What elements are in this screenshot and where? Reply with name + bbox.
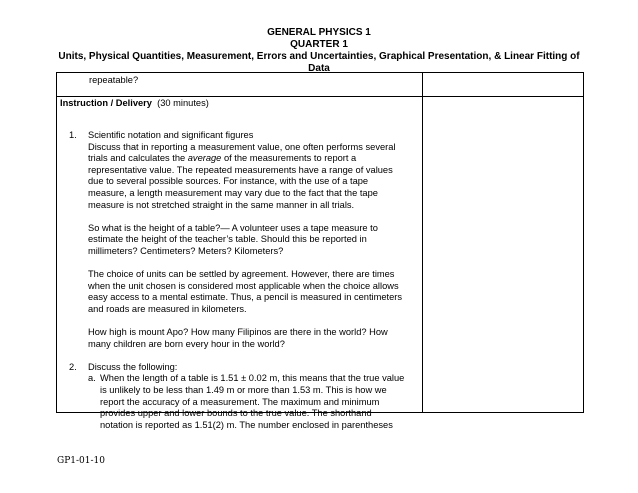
course-title: GENERAL PHYSICS 1	[267, 27, 371, 38]
page-code: GP1-01-10	[57, 456, 105, 466]
paragraph-line: How high is mount Apo? How many Filipinos are there in the world? How	[88, 327, 388, 338]
list-item	[69, 362, 421, 432]
instruction-label: Instruction / Delivery	[60, 98, 152, 108]
topic-title: Units, Physical Quantities, Measurement, Errors and Uncertainties, Graphical Presentation, & Linear Fitting of	[58, 51, 580, 62]
paragraph-line: when the unit chosen is considered most applicable when the choice allows	[88, 280, 399, 291]
paragraph-line: estimate the height of the teacher’s table. Should this be reported in	[88, 234, 367, 245]
item-title: Discuss the following:	[88, 361, 178, 372]
paragraph-line: When the length of a table is 1.51 ± 0.02 m, this means that the true value	[100, 373, 405, 384]
instruction-time: (30 minutes)	[157, 98, 209, 108]
row-divider	[57, 96, 583, 97]
paragraph-line: report the accuracy of a measurement. The maximum and minimum	[100, 396, 380, 407]
paragraph-line: and roads are measured in kilometers.	[88, 303, 247, 314]
quarter-label: QUARTER 1	[290, 39, 348, 50]
instruction-heading	[60, 98, 209, 110]
list-item	[69, 130, 421, 362]
paragraph-line: millimeters? Centimeters? Meters? Kilometers?	[88, 245, 284, 256]
paragraph-line: So what is the height of a table?— A volunteer uses a tape measure to	[88, 222, 378, 233]
paragraph-line: notation is reported as 1.51(2) m. The number enclosed in parentheses	[100, 419, 393, 430]
topic-title-end: Data	[308, 63, 330, 74]
paragraph-line: easy access to a mental estimate. Thus, a pencil is measured in centimeters	[88, 292, 403, 303]
document-header	[40, 27, 598, 75]
sub-item-a	[88, 373, 421, 431]
average-emphasis: average	[187, 153, 222, 164]
sub-item-label: a.	[88, 373, 96, 384]
paragraph-line: measure is not stretched straight in the same manner in all trials.	[88, 199, 355, 210]
paragraph-line: measure, a length measurement may vary due to the fact that the tape	[88, 187, 378, 198]
paragraph-line: representative value. The repeated measurements have a range of values	[88, 164, 393, 175]
paragraph-line: trials and calculates the average of the measurements to report a	[88, 153, 357, 164]
item-number: 2.	[69, 361, 77, 372]
paragraph-line: due to several possible sources. For instance, with the use of a tape	[88, 176, 369, 187]
paragraph-line: provides upper and lower bounds to the true value. The shorthand	[100, 408, 372, 419]
lesson-table	[56, 72, 584, 430]
column-divider	[422, 73, 423, 412]
paragraph-line: is unlikely to be less than 1.49 m or more than 1.53 m. This is how we	[100, 385, 387, 396]
paragraph-line: Discuss that in reporting a measurement value, one often performs several	[88, 141, 396, 152]
item-number: 1.	[69, 130, 77, 140]
instruction-list	[69, 130, 421, 431]
continued-text: repeatable?	[89, 75, 139, 85]
paragraph-line: many children are born every hour in the world?	[88, 338, 285, 349]
item-title: Scientific notation and significant figures	[88, 130, 254, 140]
paragraph-line: The choice of units can be settled by agreement. However, there are times	[88, 269, 395, 280]
